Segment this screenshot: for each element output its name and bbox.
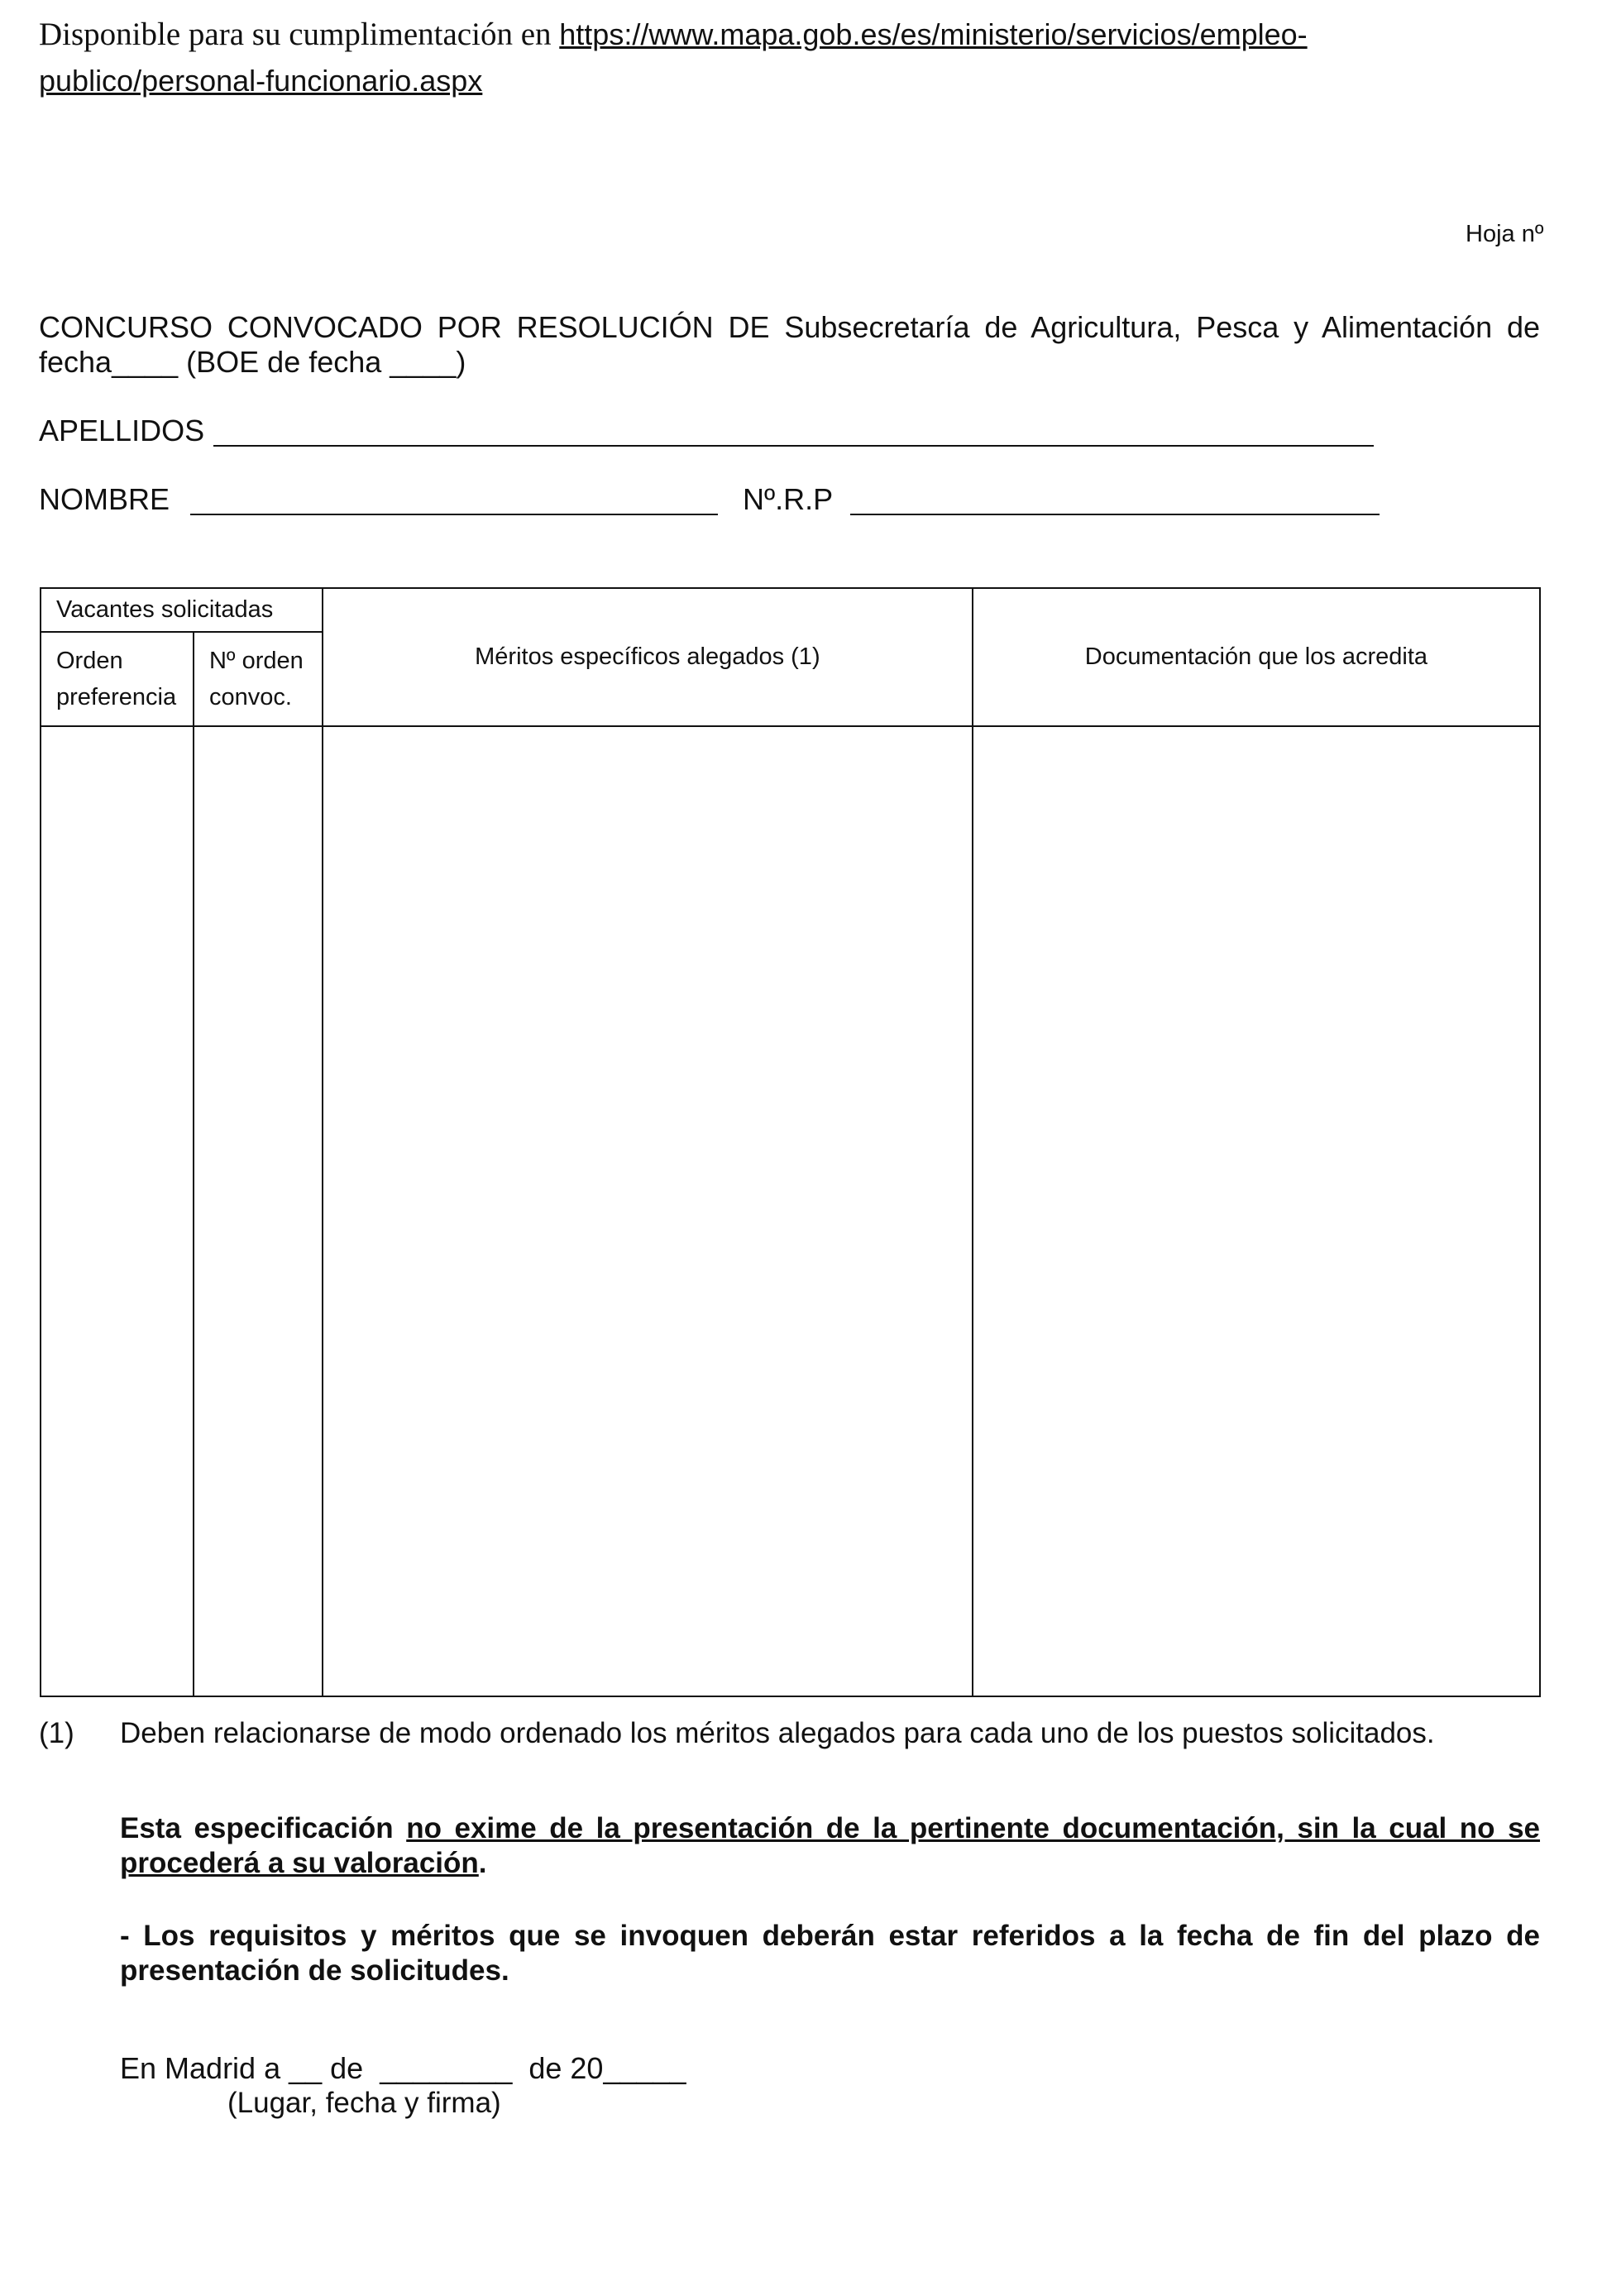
signature-place-date: En Madrid a __ de ________ de 20_____ xyxy=(120,2051,686,2085)
nrp-field[interactable] xyxy=(850,514,1380,515)
nombre-label: NOMBRE xyxy=(39,482,170,516)
vacantes-header: Vacantes solicitadas xyxy=(41,588,323,632)
orden-preferencia-header xyxy=(41,632,194,726)
requisitos-note: - Los requisitos y méritos que se invoquen deberán estar referidos a la fecha de fin del plazo de presentación de solicitudes. xyxy=(120,1920,1540,1987)
specification-note xyxy=(120,1811,1540,1881)
orden-line2: preferencia xyxy=(56,684,177,710)
availability-link-line2[interactable]: publico/personal-funcionario.aspx xyxy=(39,64,483,98)
nrp-label: Nº.R.P xyxy=(743,482,834,516)
availability-link-line1[interactable]: https://www.mapa.gob.es/es/ministerio/servicios/empleo- xyxy=(559,17,1308,51)
signature-caption: (Lugar, fecha y firma) xyxy=(227,2087,501,2119)
orden-line1: Orden xyxy=(56,648,123,674)
concurso-heading xyxy=(39,310,1540,380)
meritos-header: Méritos específicos alegados (1) xyxy=(323,588,973,726)
norden-convoc-header xyxy=(194,632,323,726)
footnote-text: Deben relacionarse de modo ordenado los méritos alegados para cada uno de los puestos solicitados. xyxy=(120,1717,1435,1749)
documentacion-header: Documentación que los acredita xyxy=(973,588,1540,726)
documentacion-cell[interactable] xyxy=(973,726,1540,1696)
availability-text: Disponible para su cumplimentación en xyxy=(39,17,560,52)
apellidos-label: APELLIDOS xyxy=(39,414,205,447)
concurso-line2: fecha____ (BOE de fecha ____) xyxy=(39,345,466,379)
spec-end: . xyxy=(478,1847,487,1879)
footnote-number: (1) xyxy=(39,1717,74,1749)
merits-table xyxy=(40,587,1541,1697)
norden-convoc-cell[interactable] xyxy=(194,726,323,1696)
apellidos-field[interactable] xyxy=(213,445,1374,447)
norden-line2: convoc. xyxy=(208,684,292,710)
concurso-line1: CONCURSO CONVOCADO POR RESOLUCIÓN DE Subsecretaría de Agricultura, Pesca y Alimentación de xyxy=(39,310,1540,344)
spec-lead: Esta especificación xyxy=(120,1812,407,1844)
meritos-cell[interactable] xyxy=(323,726,973,1696)
norden-line1: Nº orden xyxy=(208,648,304,674)
availability-notice xyxy=(39,12,1528,104)
orden-preferencia-cell[interactable] xyxy=(41,726,194,1696)
nombre-field[interactable] xyxy=(190,514,718,515)
table-row xyxy=(41,726,1540,1696)
sheet-number-label: Hoja nº xyxy=(1466,221,1544,247)
spec-underlined: no exime de la presentación de la pertinente documentación, sin la cual no se procederá a su valoración xyxy=(120,1812,1541,1879)
